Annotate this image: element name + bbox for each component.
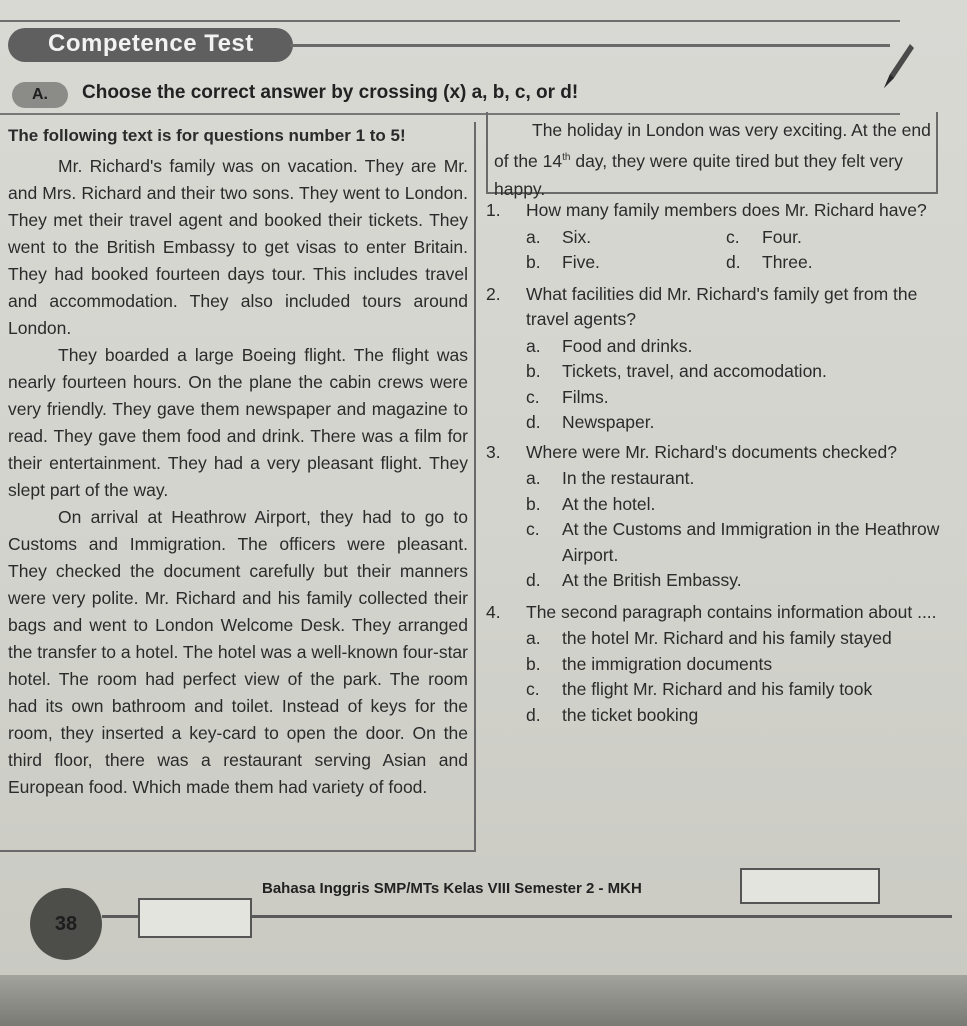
- question-text: What facilities did Mr. Richard's family get from the travel agents?: [526, 283, 918, 329]
- footer-decor-box-right: [740, 868, 880, 904]
- option-text: Tickets, travel, and accomodation.: [562, 361, 827, 381]
- option-text: Newspaper.: [562, 412, 655, 432]
- option-text: the immigration documents: [562, 653, 773, 674]
- option-letter: b.: [526, 361, 541, 381]
- option-c[interactable]: [726, 225, 926, 251]
- option-text: the flight Mr. Richard and his family took: [562, 679, 873, 699]
- option-text: Films.: [562, 386, 609, 407]
- footer-decor-box: [138, 898, 252, 938]
- option-letter: d.: [526, 570, 541, 590]
- option-text: At the Customs and Immigration in the Heathrow Airport.: [562, 519, 940, 565]
- option-letter: b.: [526, 493, 541, 514]
- paragraph-1: Mr. Richard's family was on vacation. They are Mr. and Mrs. Richard and their two sons. They went to London. They met their travel agent and booked their tickets. They went to the British Embassy to get visas to enter Britain. They had booked fourteen days tour. This includes travel and accommodation. They also included tours around London.: [8, 156, 468, 338]
- question-3-options: [486, 466, 964, 594]
- option-text: Three.: [762, 252, 813, 272]
- question-number: 1.: [486, 200, 501, 220]
- option-b[interactable]: [526, 492, 964, 518]
- option-d[interactable]: [526, 703, 964, 729]
- pencil-icon: [880, 40, 916, 92]
- option-a[interactable]: [526, 466, 964, 492]
- section-badge: A.: [12, 82, 68, 108]
- question-number: 3.: [486, 441, 501, 462]
- option-text: At the hotel.: [562, 493, 656, 514]
- option-d[interactable]: [726, 250, 926, 276]
- option-text: Four.: [762, 226, 802, 247]
- question-1: [486, 198, 964, 224]
- header-rule: [290, 44, 890, 47]
- option-c[interactable]: [526, 677, 964, 703]
- question-2-options: [486, 334, 964, 436]
- continuation-text-start: The holiday in London was very exciting. At the end of the 14: [494, 120, 931, 171]
- option-text: Five.: [562, 252, 600, 272]
- question-text: Where were Mr. Richard's documents checked?: [526, 441, 897, 462]
- continuation-text-end: day, they were quite tired but they felt very happy.: [494, 150, 903, 199]
- option-text: the ticket booking: [562, 704, 699, 725]
- option-letter: c.: [726, 226, 740, 247]
- option-letter: a.: [526, 335, 541, 356]
- question-2: [486, 282, 964, 333]
- page-number: 38: [30, 888, 102, 960]
- question-text: How many family members does Mr. Richard have?: [526, 200, 927, 220]
- option-letter: a.: [526, 468, 541, 488]
- reading-heading: The following text is for questions number 1 to 5!: [8, 126, 406, 145]
- option-letter: d.: [726, 252, 741, 272]
- option-text: Food and drinks.: [562, 335, 693, 356]
- option-d[interactable]: [526, 410, 964, 436]
- ordinal-suffix: th: [562, 152, 571, 163]
- page-edge-shadow: [0, 975, 967, 1026]
- option-letter: d.: [526, 412, 541, 432]
- question-3: [486, 440, 964, 466]
- question-list: [486, 198, 964, 728]
- option-letter: b.: [526, 252, 541, 272]
- page-title: Competence Test: [48, 30, 254, 57]
- option-letter: a.: [526, 628, 541, 648]
- paragraph-2: They boarded a large Boeing flight. The flight was nearly fourteen hours. On the plane the cabin crews were very friendly. They gave them newspaper and magazine to read. They gave them food and drink. There was a film for their entertainment. They had a very pleasant flight. They slept part of the way.: [8, 345, 468, 500]
- option-letter: a.: [526, 226, 541, 247]
- continuation-paragraph: [494, 116, 934, 203]
- option-b[interactable]: [526, 250, 726, 276]
- option-a[interactable]: [526, 626, 964, 652]
- option-letter: b.: [526, 653, 541, 674]
- option-text: the hotel Mr. Richard and his family stayed: [562, 628, 892, 648]
- option-b[interactable]: [526, 359, 964, 385]
- book-title: Bahasa Inggris SMP/MTs Kelas VIII Semester 2 - MKH: [262, 880, 642, 897]
- question-4-options: [486, 626, 964, 728]
- question-text: The second paragraph contains information about ....: [526, 601, 937, 622]
- instruction-text: Choose the correct answer by crossing (x) a, b, c, or d!: [82, 82, 579, 103]
- option-a[interactable]: [526, 225, 726, 251]
- option-letter: c.: [526, 679, 540, 699]
- option-c[interactable]: [526, 385, 964, 411]
- column-divider: [474, 122, 476, 850]
- option-text: Six.: [562, 226, 592, 247]
- option-a[interactable]: [526, 334, 964, 360]
- option-letter: d.: [526, 704, 541, 725]
- option-d[interactable]: [526, 568, 964, 594]
- question-4: [486, 600, 964, 626]
- reading-text: [8, 122, 468, 801]
- option-letter: c.: [526, 519, 540, 539]
- option-text: At the British Embassy.: [562, 570, 742, 590]
- question-number: 4.: [486, 601, 501, 622]
- question-1-options: [486, 225, 964, 276]
- paragraph-3: On arrival at Heathrow Airport, they had to go to Customs and Immigration. The officers were pleasant. They checked the document carefully but their manners were very polite. Mr. Richard and his family collected their bags and went to London Welcome Desk. They arranged the transfer to a hotel. The hotel was a well-known four-star hotel. The room had perfect view of the park. The room had its own bathroom and toilet. Instead of keys for the room, they inserted a key-card to open the door. On the third floor, there was a restaurant serving Asian and European food. Which made them had variety of food.: [8, 507, 468, 797]
- option-b[interactable]: [526, 652, 964, 678]
- question-number: 2.: [486, 283, 501, 304]
- option-letter: c.: [526, 386, 540, 407]
- option-c[interactable]: [526, 517, 964, 568]
- text-box-bottom-rule: [0, 850, 476, 852]
- option-text: In the restaurant.: [562, 468, 695, 488]
